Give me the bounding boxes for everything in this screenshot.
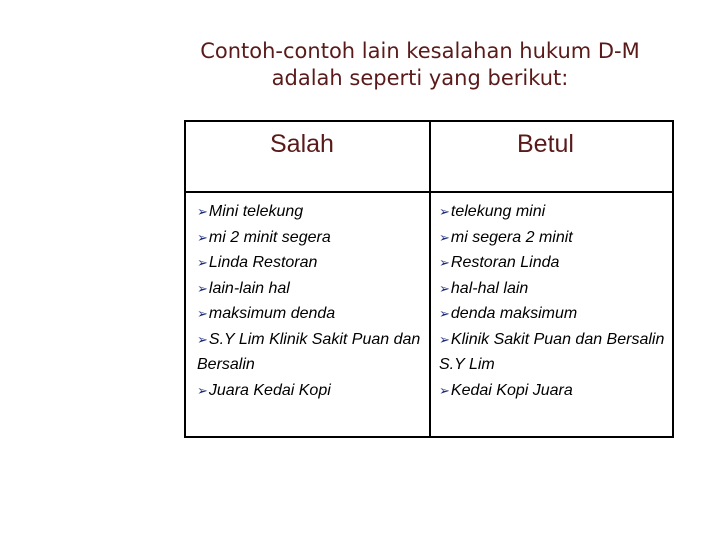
list-item: ➢mi segera 2 minit — [439, 228, 573, 246]
betul-list — [439, 199, 669, 403]
list-item: ➢telekung mini — [439, 203, 546, 220]
header-salah: Salah — [270, 130, 334, 158]
column-divider — [429, 122, 431, 436]
arrow-bullet-icon: ➢ — [439, 204, 450, 219]
list-item: ➢denda maksimum — [439, 305, 578, 322]
title-line-1: Contoh-contoh lain kesalahan hukum D-M — [200, 39, 640, 63]
header-betul: Betul — [517, 130, 574, 158]
list-item: ➢Klinik Sakit Puan dan Bersalin S.Y Lim — [439, 330, 665, 373]
header-divider — [186, 191, 672, 193]
arrow-bullet-icon: ➢ — [197, 280, 208, 296]
arrow-bullet-icon: ➢ — [197, 229, 208, 245]
arrow-bullet-icon: ➢ — [439, 306, 450, 321]
list-item: ➢hal-hal lain — [439, 279, 529, 297]
arrow-bullet-icon: ➢ — [197, 306, 208, 321]
arrow-bullet-icon: ➢ — [439, 280, 450, 296]
salah-list — [197, 199, 427, 403]
list-item: ➢Mini telekung — [197, 203, 304, 220]
list-item: ➢S.Y Lim Klinik Sakit Puan dan Bersalin — [197, 330, 421, 373]
arrow-bullet-icon: ➢ — [439, 382, 450, 398]
arrow-bullet-icon: ➢ — [197, 382, 208, 398]
arrow-bullet-icon: ➢ — [197, 255, 208, 270]
arrow-bullet-icon: ➢ — [197, 331, 208, 347]
arrow-bullet-icon: ➢ — [439, 255, 450, 270]
comparison-table — [184, 120, 674, 438]
list-item: ➢Linda Restoran — [197, 254, 318, 271]
list-item: ➢lain-lain hal — [197, 279, 290, 297]
list-item: ➢maksimum denda — [197, 305, 336, 322]
arrow-bullet-icon: ➢ — [439, 331, 450, 347]
list-item: ➢Juara Kedai Kopi — [197, 381, 331, 399]
list-item: ➢mi 2 minit segera — [197, 228, 331, 246]
slide-title — [150, 38, 690, 92]
arrow-bullet-icon: ➢ — [197, 204, 208, 219]
list-item: ➢Restoran Linda — [439, 254, 560, 271]
list-item: ➢Kedai Kopi Juara — [439, 381, 573, 399]
arrow-bullet-icon: ➢ — [439, 229, 450, 245]
title-line-2: adalah seperti yang berikut: — [271, 66, 569, 90]
